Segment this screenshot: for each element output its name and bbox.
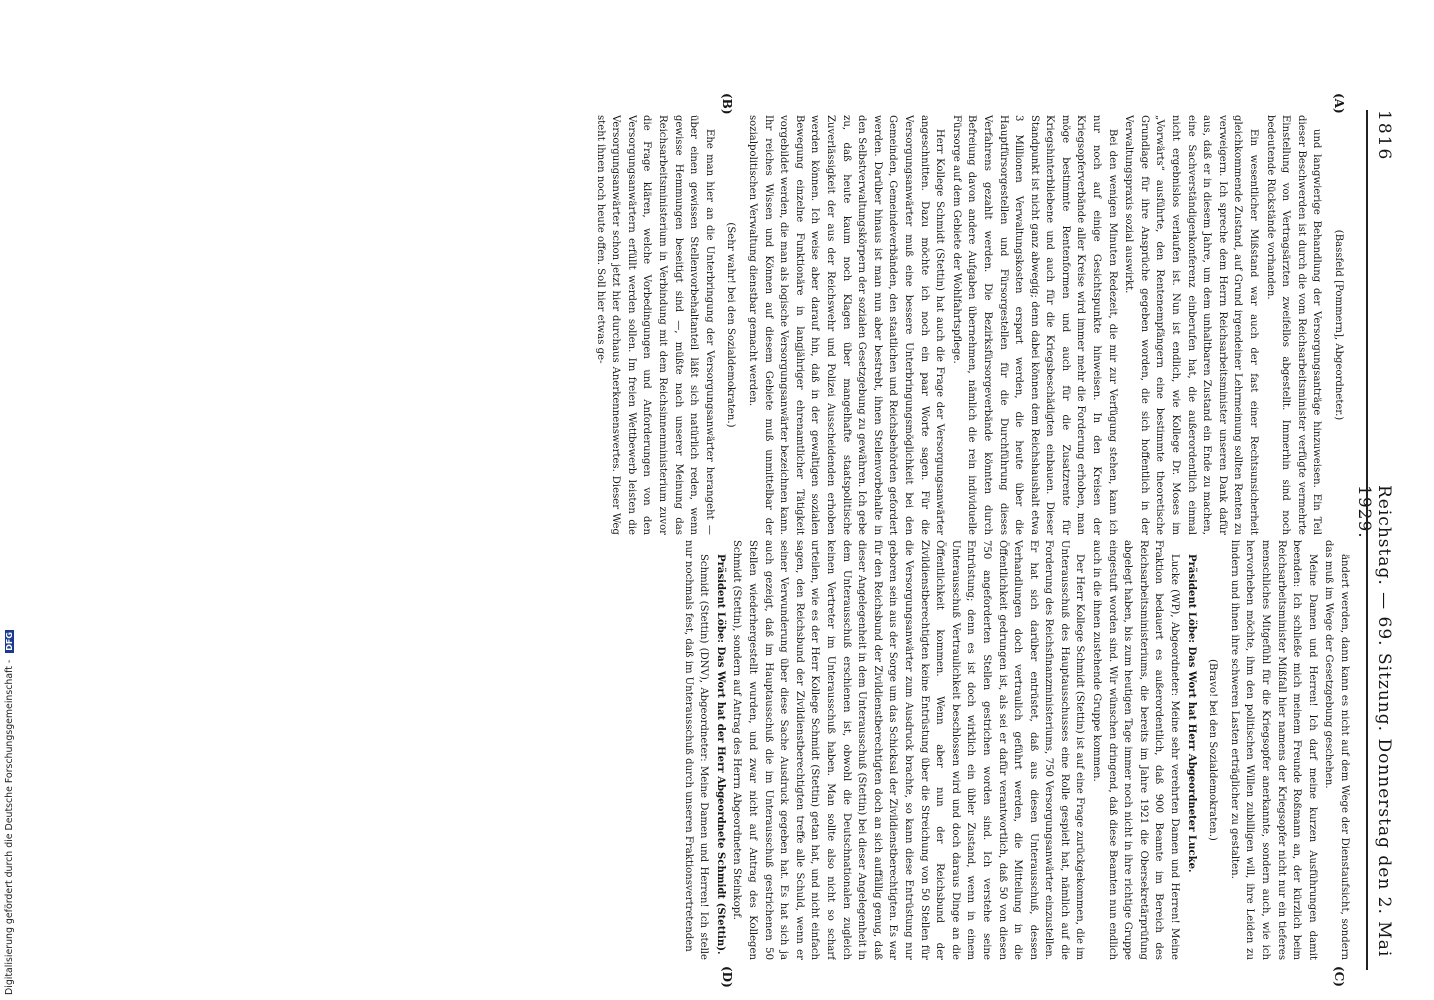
running-title: Reichstag. — 69. Sitzung. Donnerstag den 2. Mai 1929. (1354, 485, 1394, 958)
paragraph: ändert werden, dann kann es nicht auf dem Wege der Dienstaufsicht, sondern das muß im Wege der Gesetzgebung geschehen. (1323, 540, 1350, 960)
margin-mark-b: (B) (720, 93, 734, 115)
paragraph: Der Herr Kollege Schmidt (Stettin) ist auf eine Frage zurückgekommen, die im Unterausschuß des Hauptausschusses eine Rolle gespielt hat, nämlich auf die Forderung des Reichsfinanzministeriums, 750 Versorgungsanwärter einzustellen. Er hat sich darüber entrüstet, daß aus diesen Unterausschuß, dessen Verhandlungen doch vertraulich geführt werden, die Mitteilung in die Öffentlichkeit gedrungen ist, als sei er dafür verantwortlich, daß 50 von diesen 750 angeforderten Stellen gestrichen worden sind. Ich verstehe seine Entrüstung; denn es ist doch wirklich ein übler Zustand, wenn in einem Unterausschuß Vertraulichkeit beschlossen wird und doch daraus Dinge an die Öffentlichkeit kommen. Wenn aber nun der Reichsbund der Zivildienstberechtigten keine Entrüstung über die Streichung von 50 Stellen für die Versorgungsanwärter zum Ausdruck brachte, so kann diese Entrüstung nur geboren sein aus der Sorge um das Schicksal der Zivildienstberechtigten. Es war für den Reichsbund der Zivildienstberechtigten doch an sich auffällig genug, daß dieser Angelegenheit in dem Unterausschuß (Stettin) bei dieser Angelegenheit in dem Unterausschuß erschienen ist, obwohl die Deutschnationalen zugleich keinen Vertreter im Unterausschuß haben. Man sollte also nicht so scharf urteilen, wie es der Herr Kollege Schmidt (Stettin) getan hat, und nicht einfach sagen, den Reichsbund der Zivildienstberechtigten treffe alle Schuld, wenn er seiner Verwunderung über diese Sache Ausdruck gegeben hat. Es hat sich ja auch gezeigt, daß im Hauptausschuß die im Unterausschuß gestrichenen 50 Stellen wiederhergestellt wurden, und zwar nicht auf Antrag des Kollegen Schmidt (Stettin), sondern auf Antrag des Herrn Abgeordneten Steinkopf. (731, 540, 1086, 960)
interjection: (Sehr wahr! bei den Sozialdemokraten.) (725, 222, 737, 428)
text-column-left (82, 115, 1352, 535)
speaker-paragraph: Präsident Löbe: Das Wort hat Herr Abgeordneter Lucke. (1185, 554, 1197, 873)
header-rule (1366, 110, 1368, 970)
paragraph: Herr Kollege Schmidt (Stettin) hat auch die Frage der Versorgungsanwärter angeschnitten. Dazu möchte ich noch ein paar Worte sagen. Für die Versorgungsanwärter muß eine bessere Unterbringungsmöglichkeit bei den Gemeinden, Gemeindeverbänden, den staatlichen und Reichsbehörden gefordert werden. Darüber hinaus ist man nun aber bestrebt, ihnen Stellenvorbehalte in den Selbstverwaltungskörpern der sozialen Gesetzgebung zu gewähren. Ich gebe zu, daß heute kaum noch Klagen über mangelhafte staatspolitische Zuverlässigkeit der aus der Reichswehr und Polizei Ausscheidenden erhoben werden können. Ich weise aber darauf hin, daß in der gewaltigen sozialen Bewegung einzelne Funktionäre in langjähriger ehrenamtlicher Tätigkeit vorgebildet werden, die man als logische Versorgungsanwärter bezeichnen kann. Ihr reiches Wissen und Können auf diesem Gebiete muß unmittelbar der sozialpolitischen Verwaltung dienstbar gemacht werden. (747, 115, 946, 535)
margin-mark-c: (C) (1332, 966, 1346, 987)
page-number: 1816 (1374, 110, 1394, 162)
text-column-right (82, 540, 1352, 960)
interjection: (Bravo! bei den Sozialdemokraten.) (1207, 659, 1219, 841)
paragraph: Lucke (WP), Abgeordneter: Meine sehr verehrten Damen und Herren! Meine Fraktion bedauert es außerordentlich, daß 900 Beamte im Bereich des Reichsarbeitsministeriums, die bereits im Jahre 1921 die Obersekretärprüfung abgelegt haben, bis zum heutigen Tage immer noch nicht in ihre richtige Gruppe eingestuft worden sind. Wir wünschen dringend, daß diese Beamten nun endlich auch in die ihnen zustehende Gruppe kommen. (1091, 540, 1181, 960)
paragraph: Ein wesentlicher Mißstand war auch der fast einer Rechtsunsicherheit gleichkommende Zustand, auf Grund irgendeiner Lehrmeinung sollten Renten zu verweigern. Ich spreche dem Herrn Reichsarbeitsminister unseren Dank dafür aus, daß er in diesem Jahre, um dem unhaltbaren Zustand ein Ende zu machen, eine Sachverständigenkonferenz einberufen hat, die außerordentlich einmal nicht ergebnislos verlaufen ist. Nun ist endlich, wie Kollege Dr. Moses im „Vorwärts“ ausführte, den Rentenempfängern eine bestimmte theoretische Grundlage für ihre Ansprüche gegeben worden, die sich hoffentlich in der Verwaltungspraxis sozial auswirkt. (1123, 115, 1260, 535)
footer-text: Digitalisierung gefördert durch die Deutsche Forschungsgemeinschaft - (4, 659, 15, 995)
margin-mark-a: (A) (1332, 93, 1346, 114)
paragraph: (Bassfeld [Pommern], Abgeordneter.) (1333, 229, 1344, 421)
paragraph: Meine Damen und Herren! Ich darf meine kurzen Ausführungen damit beenden: Ich schließe mich meinem Freunde Roßmann an, der kürzlich beim Reichsarbeitsminister Mißfall hier namens der Kriegsopfer nicht nur ein tieferes menschliches Mitgefühl für die Kriegsopfer anerkannte, sondern auch, wie ich hervorheben möchte, ihm den politischen Willen zubilligen will, ihre Leiden zu lindern und ihnen ihre schweren Lasten erträglicher zu gestalten. (1228, 540, 1318, 960)
speaker-paragraph: Präsident Löbe: Das Wort hat der Herr Abgeordnete Schmidt (Stettin). (714, 554, 726, 955)
paragraph: Ehe man hier an die Unterbringung der Versorgungsanwärter herangeht — über einen gewissen Stellenvorbehaltanteil läßt sich natürlich reden, wenn gewisse Hemmungen beseitigt sind —, müßte nach unserer Meinung das Reichsarbeitsministerium in Verbindung mit dem Reichsinnenministerium zuvor die Frage klären, welche Vorbedingungen und Anforderungen von den Versorgungsanwärtern erfüllt werden sollen. Im freien Wettbewerb leisten die Versorgungsanwärter schon jetzt hier durchaus Anerkennenswertes. Dieser Weg steht ihnen noch heute offen. Soll hier etwas ge- (594, 115, 715, 535)
paragraph: und langwierige Behandlung der Versorgungsanträge hinzuweisen. Ein Teil dieser Beschwerden ist durch die vom Reichsarbeitsminister verfügte vermehrte Einstellung von Vertragsärzten zweifellos abgestellt. Immerhin sind noch bedeutende Rückstände vorhanden. (1264, 115, 1323, 535)
margin-mark-d: (D) (720, 966, 734, 988)
digitization-footer (4, 603, 18, 995)
paragraph: Schmidt (Stettin) (DNV), Abgeordneter: Meine Damen und Herren! Ich stelle nur nochmals fest, daß im Unterausschuß durch unseren Fraktionsvertretenden (682, 540, 710, 960)
paragraph: Bei den wenigen Minuten Redezeit, die mir zur Verfügung stehen, kann ich nur noch auf einige Gesichtspunkte hinweisen. In den Kreisen der Kriegsopferverbände aller Kreise wird immer mehr die Forderung erhoben, man möge bestimmte Rentenformen und auch für die Zusatzrente für Kriegshinterbliebene und auch für die Kriegsbeschädigten einbauen. Dieser Standpunkt ist nicht ganz abwegig; denn dabei können dem Reichshaushalt etwa 3 Millionen Verwaltungskosten erspart werden, die heute über die Hauptfürsorgestellen und Fürsorgestellen für die Durchführung dieses Verfahrens gezahlt werden. Die Bezirksfürsorgeverbände könnten durch Befreiung davon andere Aufgaben übernehmen, nämlich die rein individuelle Fürsorge auf dem Gebiete der Wohlfahrtspflege. (950, 115, 1118, 535)
dfg-logo: DFG (5, 632, 14, 651)
